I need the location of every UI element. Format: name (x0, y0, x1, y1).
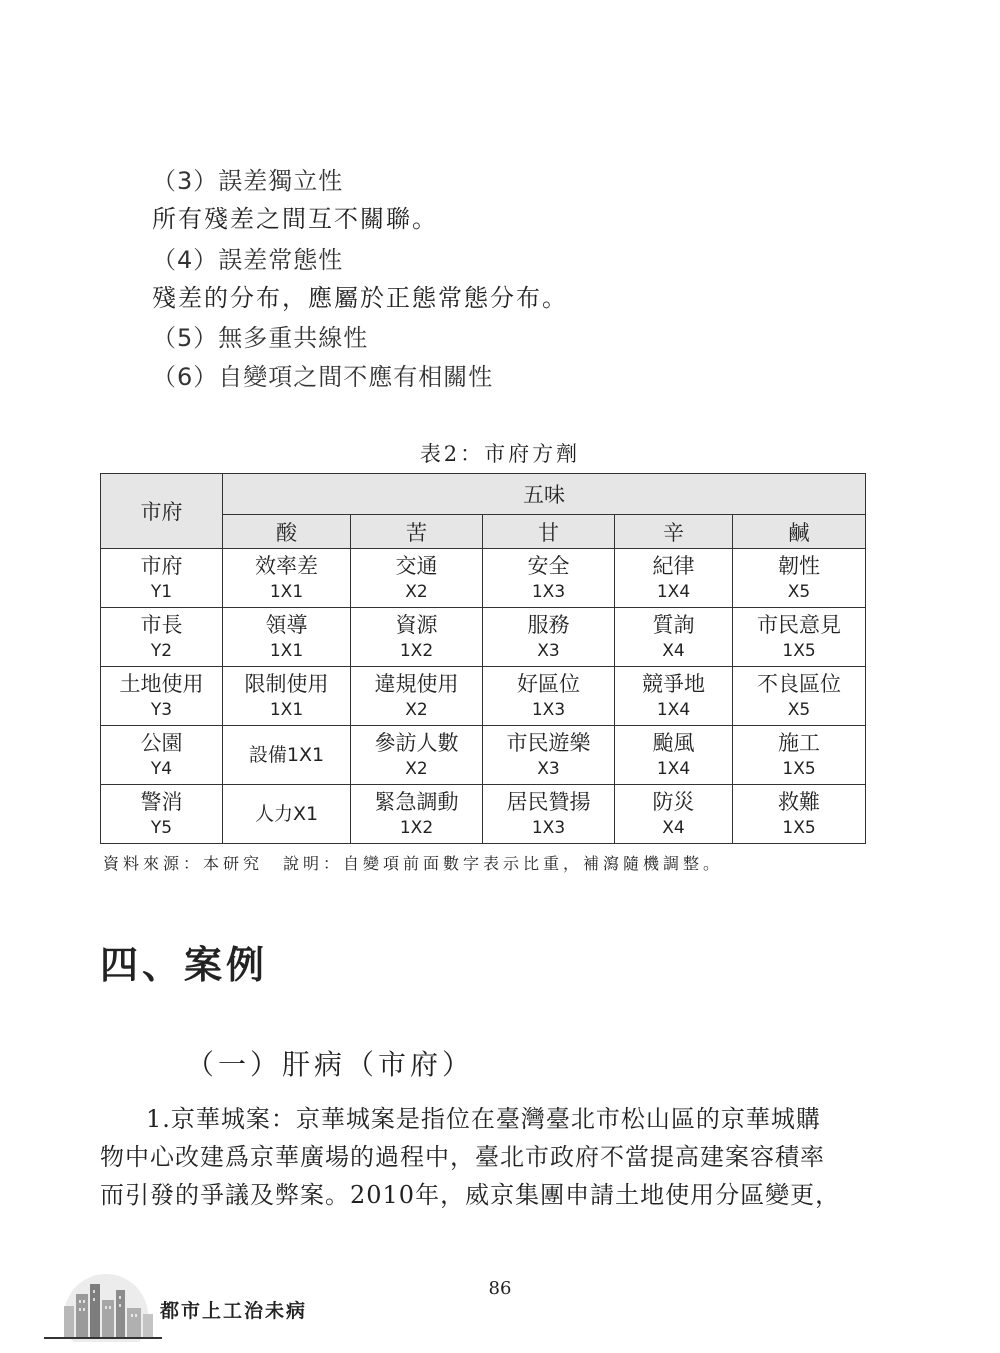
footer-divider (44, 1337, 162, 1339)
cell-name: 救難 (778, 789, 821, 814)
list-item-4: （4）誤差常態性 (152, 246, 344, 274)
table-cell (483, 608, 615, 667)
cell-name: 限制使用 (244, 671, 329, 696)
table-cell: 人力X1 (223, 785, 351, 844)
table-row (101, 667, 866, 726)
list-item-3: （3）誤差獨立性 (152, 167, 344, 195)
cell-name: 資源 (395, 612, 438, 637)
table-cell (615, 549, 733, 608)
cell-code: 1X4 (656, 758, 691, 779)
row-name: 公園 (140, 730, 183, 755)
city-skyline-icon (44, 1270, 164, 1342)
cell-code: X4 (662, 817, 685, 838)
cell-code: 1X3 (531, 581, 566, 602)
table-row (101, 726, 866, 785)
row-name: 市府 (140, 553, 183, 578)
column-header: 辛 (615, 515, 733, 549)
table-cell (483, 667, 615, 726)
cell-name: 好區位 (517, 671, 580, 696)
row-header (101, 667, 223, 726)
cell-code: 1X5 (782, 758, 816, 779)
table-cell (733, 667, 866, 726)
table-cell (615, 726, 733, 785)
table-corner-header: 市府 (101, 474, 223, 549)
table-cell (483, 549, 615, 608)
table-cell (351, 608, 483, 667)
cell-code: X2 (405, 758, 428, 779)
cell-name: 領導 (265, 612, 308, 637)
table-cell (223, 608, 351, 667)
cell-code: 1X1 (269, 699, 304, 720)
subsection-heading: （一）肝病（市府） (186, 1048, 475, 1081)
cell-name: 參訪人數 (374, 730, 459, 755)
table-cell (351, 726, 483, 785)
row-code: Y1 (150, 581, 173, 602)
cell-name: 服務 (527, 612, 570, 637)
row-header (101, 608, 223, 667)
cell-name: 防災 (652, 789, 695, 814)
cell-name: 安全 (527, 553, 570, 578)
table-cell (483, 726, 615, 785)
cell-code: 1X2 (399, 817, 434, 838)
column-header: 甘 (483, 515, 615, 549)
cell-name: 緊急調動 (374, 789, 459, 814)
cell-code: 1X5 (782, 817, 816, 838)
table-row (101, 785, 866, 844)
cell-name: 市民遊樂 (506, 730, 591, 755)
cell-code: X4 (662, 640, 685, 661)
list-body-3: 所有殘差之間互不關聯。 (152, 205, 438, 233)
cell-code: X5 (787, 699, 811, 720)
cell-name: 颱風 (652, 730, 695, 755)
table-group-header: 五味 (223, 474, 866, 515)
column-header: 酸 (223, 515, 351, 549)
row-header (101, 785, 223, 844)
paragraph-line: 而引發的爭議及弊案。2010年，威京集團申請土地使用分區變更， (100, 1181, 841, 1209)
row-code: Y2 (150, 640, 173, 661)
body-paragraph (100, 1100, 870, 1214)
row-name: 警消 (140, 789, 183, 814)
cell-code: 1X4 (656, 581, 691, 602)
table-cell (223, 549, 351, 608)
list-item-6: （6）自變項之間不應有相關性 (152, 363, 494, 391)
cell-code: X2 (405, 581, 428, 602)
paragraph-line: 物中心改建爲京華廣場的過程中，臺北市政府不當提高建案容積率 (100, 1143, 825, 1171)
table-cell (483, 785, 615, 844)
page-number: 86 (488, 1278, 512, 1299)
list-body-4: 殘差的分布，應屬於正態常態分布。 (152, 284, 568, 312)
cell-name: 施工 (778, 730, 821, 755)
table-caption: 表2：市府方劑 (419, 442, 581, 466)
list-item-5: （5）無多重共線性 (152, 324, 369, 352)
cell-name: 違規使用 (374, 671, 459, 696)
table-cell (733, 726, 866, 785)
cell-code: 1X1 (269, 581, 304, 602)
table-row (101, 549, 866, 608)
row-code: Y4 (150, 758, 173, 779)
row-header (101, 549, 223, 608)
column-header: 鹹 (733, 515, 866, 549)
cell-name: 效率差 (255, 553, 318, 578)
table-cell (733, 549, 866, 608)
cell-name: 質詢 (652, 612, 695, 637)
table-cell (223, 667, 351, 726)
cell-code: 1X4 (656, 699, 691, 720)
cell-code: X2 (405, 699, 428, 720)
table-cell (733, 785, 866, 844)
cell-code: 1X3 (531, 817, 566, 838)
row-header (101, 726, 223, 785)
herb-table (100, 473, 866, 844)
table-cell (351, 549, 483, 608)
table-cell (615, 667, 733, 726)
footer-book-title: 都市上工治未病 (160, 1300, 308, 1322)
table-cell (351, 785, 483, 844)
row-code: Y5 (150, 817, 173, 838)
table-cell: 設備1X1 (223, 726, 351, 785)
cell-code: 1X2 (399, 640, 434, 661)
row-code: Y3 (150, 699, 173, 720)
table-cell (615, 608, 733, 667)
cell-code: X5 (787, 581, 811, 602)
section-heading: 四、案例 (100, 943, 269, 987)
cell-code: 1X1 (269, 640, 304, 661)
cell-code: 1X3 (531, 699, 566, 720)
table-cell (351, 667, 483, 726)
paragraph-line: 1.京華城案：京華城案是指位在臺灣臺北市松山區的京華城購 (146, 1105, 821, 1133)
table-note: 資料來源：本研究 說明：自變項前面數字表示比重，補瀉隨機調整。 (103, 854, 724, 873)
table-cell (615, 785, 733, 844)
cell-name: 居民贊揚 (506, 789, 591, 814)
table-row (101, 608, 866, 667)
cell-name: 紀律 (652, 553, 695, 578)
table-cell (733, 608, 866, 667)
cell-code: X3 (537, 758, 560, 779)
cell-code: 1X5 (782, 640, 816, 661)
cell-name: 韌性 (778, 553, 821, 578)
column-header: 苦 (351, 515, 483, 549)
row-name: 土地使用 (119, 671, 204, 696)
cell-code: X3 (537, 640, 560, 661)
cell-name: 交通 (395, 553, 438, 578)
cell-name: 競爭地 (642, 671, 705, 696)
cell-name: 市民意見 (757, 612, 842, 637)
row-name: 市長 (140, 612, 183, 637)
cell-name: 不良區位 (757, 671, 842, 696)
